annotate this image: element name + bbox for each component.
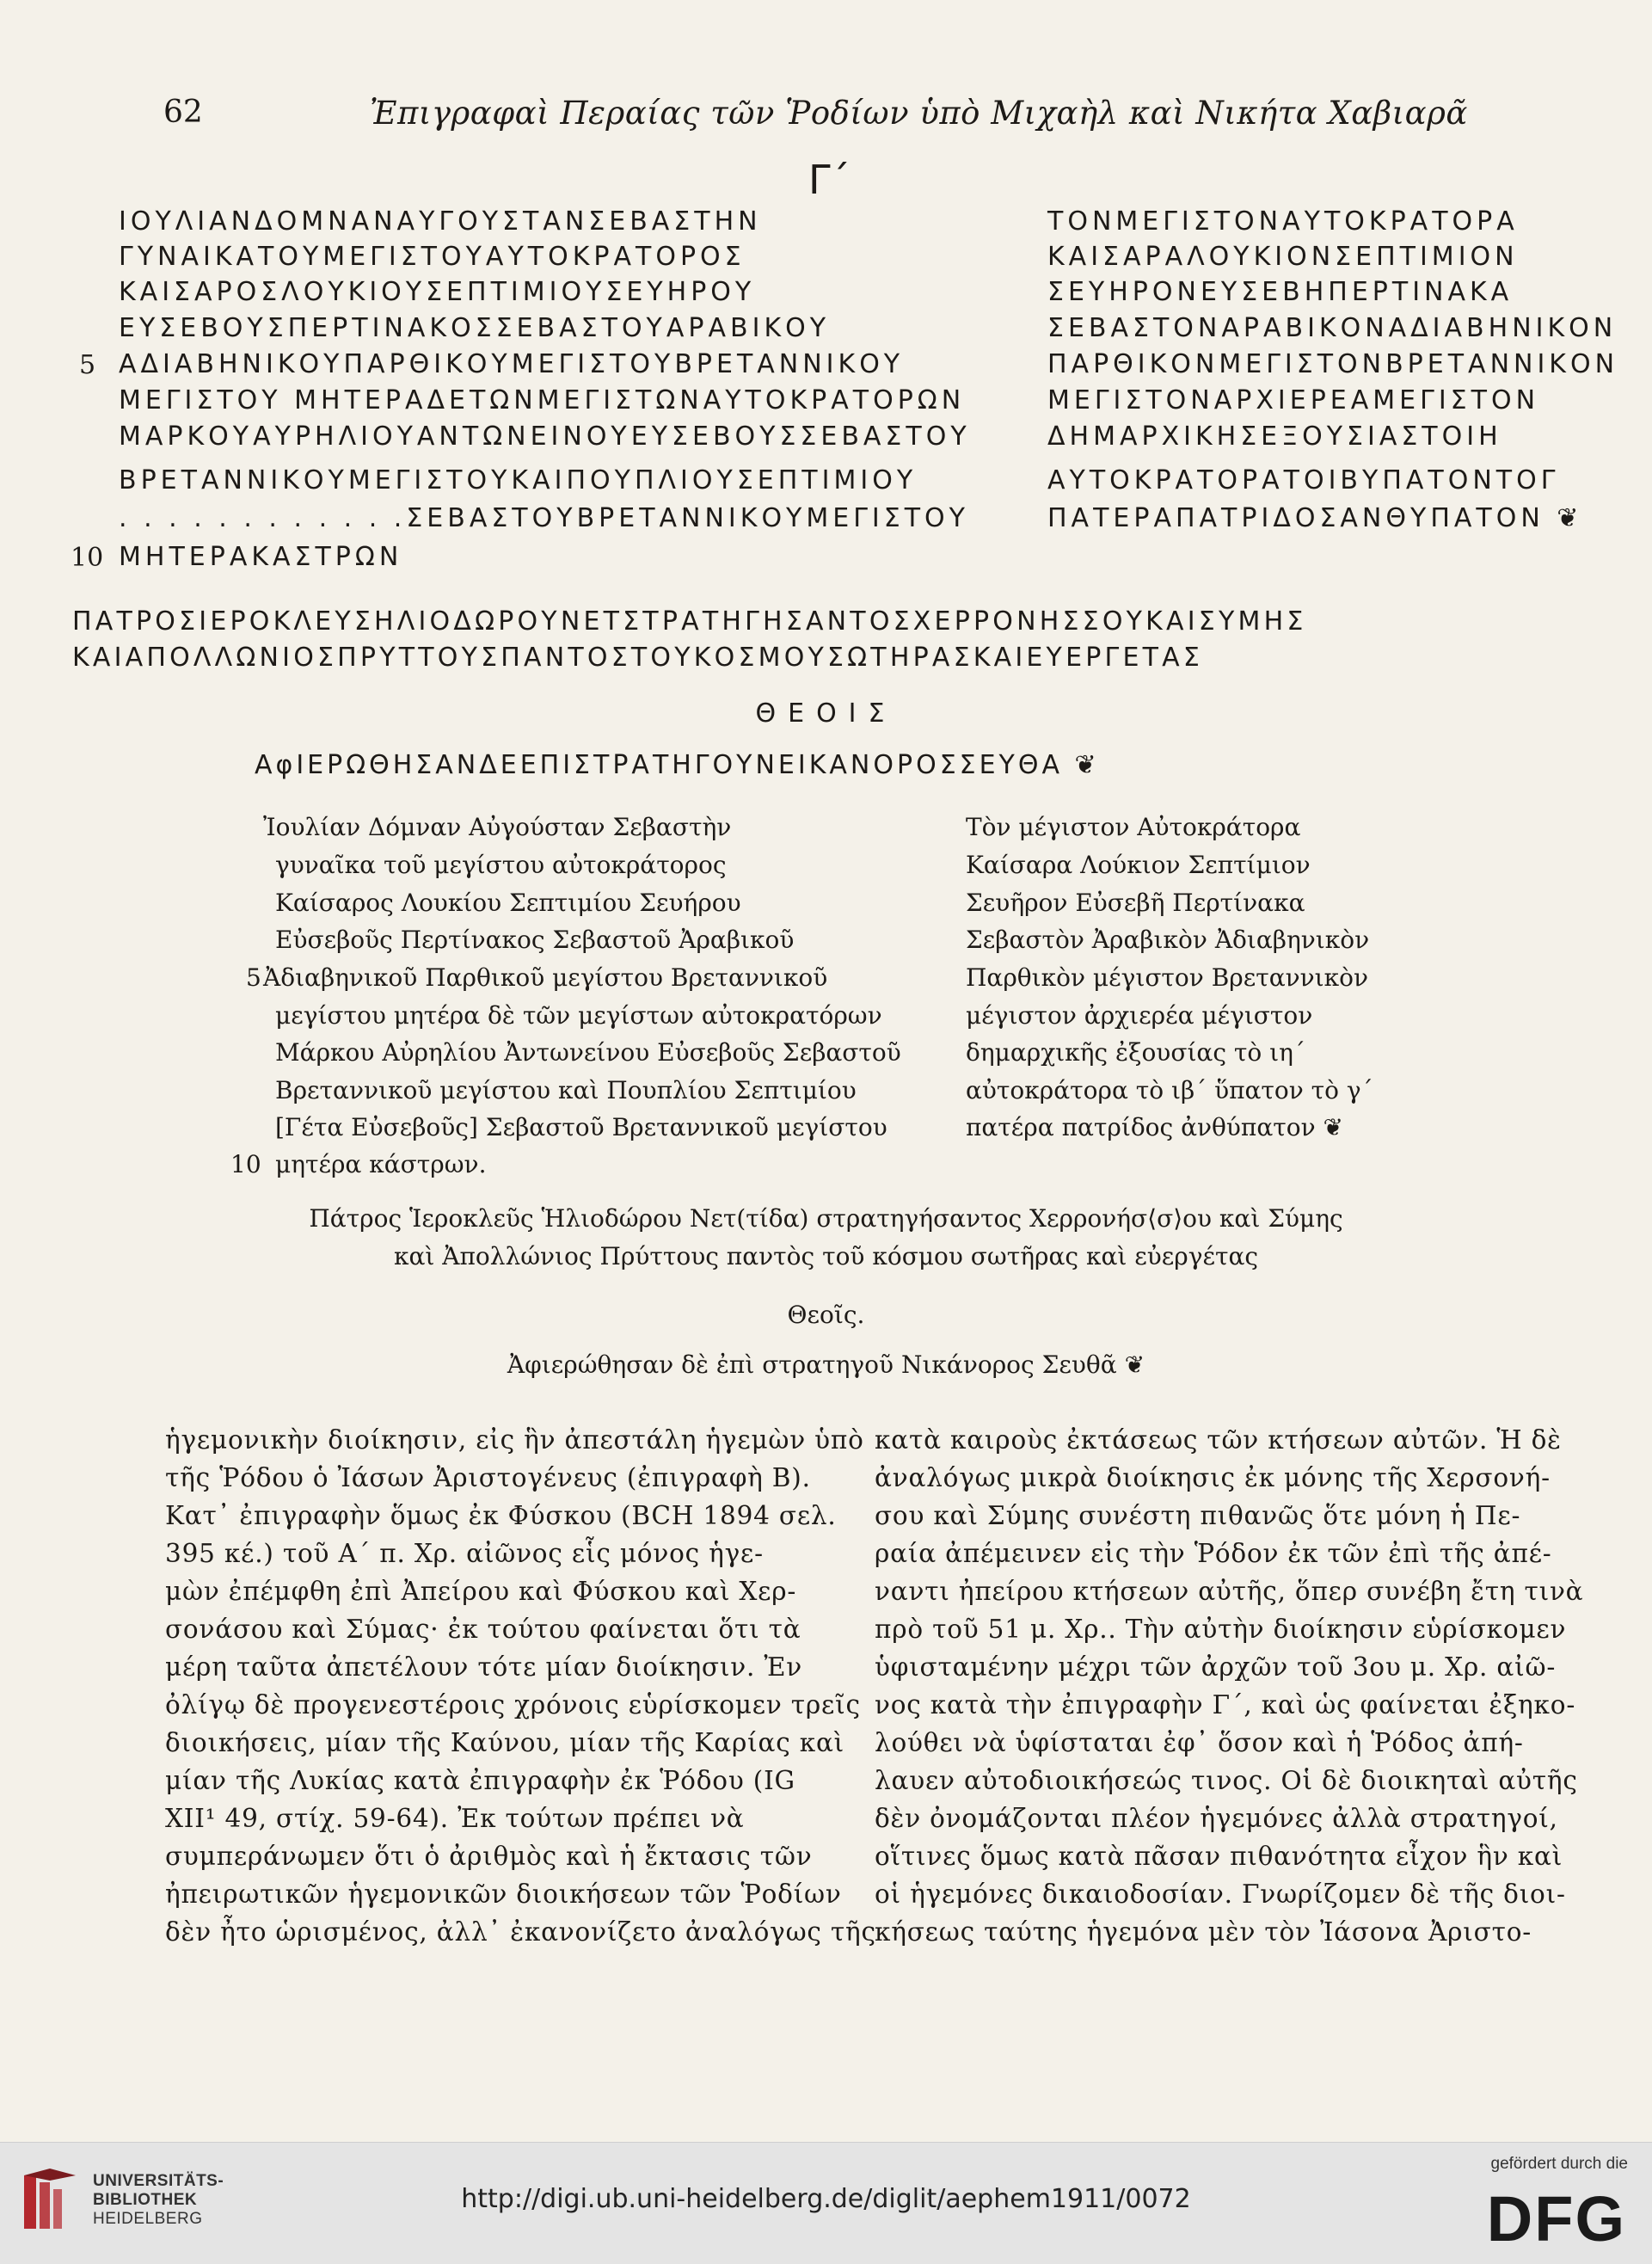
inscription-line: . . . . . . . . . . . .ΣΕΒΑΣΤΟΥΒΡΕΤΑΝΝΙΚΟΥΜΕΓΙΣΤΟΥ (119, 503, 969, 533)
line-number: 5 (246, 963, 261, 992)
prose-line: πρὸ τοῦ 51 μ. Χρ.. Τὴν αὐτὴν διοίκησιν εὑρίσκομεν (875, 1615, 1567, 1644)
library-name-line: BIBLIOTHEK (93, 2191, 198, 2209)
prose-line: ἡγεμονικὴν διοίκησιν, εἰς ἣν ἀπεστάλη ἡγεμὼν ὑπὸ (165, 1425, 864, 1455)
funding-label: gefördert durch die (1490, 2155, 1628, 2173)
prose-line: 395 κέ.) τοῦ Α΄ π. Χρ. αἰῶνος εἷς μόνος ἡγε- (165, 1539, 764, 1568)
transcription-line: Τὸν μέγιστον Αὐτοκράτορα (966, 813, 1301, 841)
library-name-line: UNIVERSITÄTS- (93, 2172, 224, 2190)
transcription-line: αὐτοκράτορα τὸ ιβ΄ ὕπατον τὸ γ΄ (966, 1076, 1373, 1104)
transcription-line: καὶ Ἀπολλώνιος Πρύττους παντὸς τοῦ κόσμου σωτῆρας καὶ εὐεργέτας (393, 1242, 1259, 1270)
prose-line: ραία ἀπέμεινεν εἰς τὴν Ῥόδον ἐκ τῶν ἐπὶ τῆς ἀπέ- (875, 1539, 1552, 1568)
transcription-line: Σεβαστὸν Ἀραβικὸν Ἀδιαβηνικὸν (966, 926, 1370, 954)
inscription-line: ΜΕΓΙΣΤΟΥ ΜΗΤΕΡΑΔΕΤΩΝΜΕΓΙΣΤΩΝΑΥΤΟΚΡΑΤΟΡΩΝ (119, 385, 966, 415)
inscription-line: ΜΑΡΚΟΥΑΥΡΗΛΙΟΥΑΝΤΩΝΕΙΝΟΥΕΥΣΕΒΟΥΣΣΕΒΑΣΤΟΥ (119, 421, 971, 452)
running-title: Ἐπιγραφαὶ Περαίας τῶν Ῥοδίων ὑπὸ Μιχαὴλ καὶ Νικήτα Χαβιαρᾶ (370, 95, 1468, 132)
prose-line: μὼν ἐπέμφθη ἐπὶ Ἀπείρου καὶ Φύσκου καὶ Χερ- (165, 1577, 797, 1606)
prose-line: ναντι ἠπείρου κτήσεων αὐτῆς, ὅπερ συνέβη ἔτη τινὰ (875, 1577, 1584, 1606)
transcription-dedication: Ἀφιερώθησαν δὲ ἐπὶ στρατηγοῦ Νικάνορος Σευθᾶ ❦ (507, 1350, 1145, 1379)
prose-line: δὲν ὀνομάζονται πλέον ἡγεμόνες ἀλλὰ στρατηγοί, (875, 1804, 1558, 1833)
transcription-line: Πάτρος Ἱεροκλεῦς Ἡλιοδώρου Νετ(τίδα) στρατηγήσαντος Χερρονήσ⟨σ⟩ου καὶ Σύμης (309, 1204, 1343, 1233)
footer-bar (0, 2142, 1652, 2264)
inscription-line: ΣΕΒΑΣΤΟΝΑΡΑΒΙΚΟΝΑΔΙΑΒΗΝΙΚΟΝ (1047, 313, 1618, 343)
transcription-line: Σευῆρον Εὐσεβῆ Περτίνακα (966, 889, 1305, 917)
prose-line: XII¹ 49, στίχ. 59-64). Ἐκ τούτων πρέπει νὰ (165, 1804, 745, 1833)
line-number: 10 (230, 1150, 261, 1178)
prose-line: σονάσου καὶ Σύμας· ἐκ τούτου φαίνεται ὅτι τὰ (165, 1615, 801, 1644)
transcription-line: μεγίστου μητέρα δὲ τῶν μεγίστων αὐτοκρατόρων (275, 1001, 882, 1030)
inscription-theois: ΘΕΟΙΣ (755, 698, 897, 729)
transcription-line: Καίσαρος Λουκίου Σεπτιμίου Σευήρου (275, 889, 741, 917)
inscription-line: ΜΕΓΙΣΤΟΝΑΡΧΙΕΡΕΑΜΕΓΙΣΤΟΝ (1047, 385, 1540, 415)
prose-line: νος κατὰ τὴν ἐπιγραφὴν Γ΄, καὶ ὡς φαίνεται ἐξηκο- (875, 1690, 1576, 1720)
inscription-line: ΔΗΜΑΡΧΙΚΗΣΕΞΟΥΣΙΑΣΤΟΙΗ (1047, 421, 1502, 452)
prose-line: μέρη ταῦτα ἀπετέλουν τότε μίαν διοίκησιν. Ἐν (165, 1652, 803, 1682)
prose-line: ἠπειρωτικῶν ἡγεμονικῶν διοικήσεων τῶν Ῥοδίων (165, 1879, 842, 1909)
inscription-line: ΚΑΙΣΑΡΑΛΟΥΚΙΟΝΣΕΠΤΙΜΙΟΝ (1047, 242, 1519, 272)
transcription-line: Ἰουλίαν Δόμναν Αὐγούσταν Σεβαστὴν (263, 813, 732, 841)
prose-line: τῆς Ῥόδου ὁ Ἰάσων Ἀριστογένευς (ἐπιγραφὴ Β). (165, 1463, 811, 1492)
inscription-line: ΠΑΡΘΙΚΟΝΜΕΓΙΣΤΟΝΒΡΕΤΑΝΝΙΚΟΝ (1047, 349, 1619, 379)
transcription-line: Καίσαρα Λούκιον Σεπτίμιον (966, 851, 1311, 879)
inscription-line: ΚΑΙΣΑΡΟΣΛΟΥΚΙΟΥΣΕΠΤΙΜΙΟΥΣΕΥΗΡΟΥ (119, 277, 756, 307)
inscription-line: ΓΥΝΑΙΚΑΤΟΥΜΕΓΙΣΤΟΥΑΥΤΟΚΡΑΤΟΡΟΣ (119, 242, 746, 272)
dfg-logo: DFG (1486, 2183, 1626, 2255)
permalink-url[interactable]: http://digi.ub.uni-heidelberg.de/diglit/aephem1911/0072 (461, 2184, 1191, 2214)
section-heading: Γ΄ (808, 157, 851, 203)
prose-line: ὀλίγῳ δὲ προγενεστέροις χρόνοις εὑρίσκομεν τρεῖς (165, 1690, 861, 1720)
prose-line: οἵτινες ὅμως κατὰ πᾶσαν πιθανότητα εἶχον ἣν καὶ (875, 1842, 1563, 1871)
inscription-line: ΣΕΥΗΡΟΝΕΥΣΕΒΗΠΕΡΤΙΝΑΚΑ (1047, 277, 1514, 307)
inscription-line: ΕΥΣΕΒΟΥΣΠΕΡΤΙΝΑΚΟΣΣΕΒΑΣΤΟΥΑΡΑΒΙΚΟΥ (119, 313, 831, 343)
transcription-line: μητέρα κάστρων. (275, 1150, 487, 1178)
inscription-line: ΠΑΤΡΟΣΙΕΡΟΚΛΕΥΣΗΛΙΟΔΩΡΟΥΝΕΤΣΤΡΑΤΗΓΗΣΑΝΤΟΣΧΕΡΡΟΝΗΣΣΟΥΚΑΙΣΥΜΗΣ (72, 606, 1307, 637)
prose-line: ἀναλόγως μικρὰ διοίκησις ἐκ μόνης τῆς Χερσονή- (875, 1463, 1551, 1492)
prose-line: οἱ ἡγεμόνες δικαιοδοσίαν. Γνωρίζομεν δὲ τῆς διοι- (875, 1879, 1566, 1909)
inscription-line: ΜΗΤΕΡΑΚΑΣΤΡΩΝ (119, 542, 403, 572)
transcription-line: πατέρα πατρίδος ἀνθύπατον ❦ (966, 1113, 1343, 1141)
transcription-line: γυναῖκα τοῦ μεγίστου αὐτοκράτορος (275, 851, 727, 879)
inscription-line: ΑΥΤΟΚΡΑΤΟΡΑΤΟΙΒΥΠΑΤΟΝΤΟΓ (1047, 465, 1560, 495)
transcription-line: Μάρκου Αὐρηλίου Ἀντωνείνου Εὐσεβοῦς Σεβαστοῦ (275, 1038, 901, 1067)
transcription-line: μέγιστον ἀρχιερέα μέγιστον (966, 1001, 1313, 1030)
transcription-line: Ἀδιαβηνικοῦ Παρθικοῦ μεγίστου Βρεταννικοῦ (263, 963, 828, 992)
prose-line: διοικήσεις, μίαν τῆς Καύνου, μίαν τῆς Καρίας καὶ (165, 1728, 845, 1757)
prose-line: λούθει νὰ ὑφίσταται ἐφ᾽ ὅσον καὶ ἡ Ῥόδος ἀπή- (875, 1728, 1524, 1757)
inscription-line: ΒΡΕΤΑΝΝΙΚΟΥΜΕΓΙΣΤΟΥΚΑΙΠΟΥΠΛΙΟΥΣΕΠΤΙΜΙΟΥ (119, 465, 918, 495)
transcription-line: Παρθικὸν μέγιστον Βρεταννικὸν (966, 963, 1369, 992)
prose-line: μίαν τῆς Λυκίας κατὰ ἐπιγραφὴν ἐκ Ῥόδου (IG (165, 1766, 795, 1795)
library-name-line: HEIDELBERG (93, 2210, 203, 2228)
prose-line: συμπεράνωμεν ὅτι ὁ ἀριθμὸς καὶ ἡ ἔκτασις τῶν (165, 1842, 813, 1871)
prose-line: κατὰ καιροὺς ἐκτάσεως τῶν κτήσεων αὐτῶν. Ἡ δὲ (875, 1425, 1562, 1455)
transcription-theois: Θεοῖς. (787, 1301, 865, 1329)
inscription-line: ΤΟΝΜΕΓΙΣΤΟΝΑΥΤΟΚΡΑΤΟΡΑ (1047, 206, 1519, 237)
line-number: 5 (79, 350, 96, 380)
prose-line: Κατ᾽ ἐπιγραφὴν ὅμως ἐκ Φύσκου (BCH 1894 σελ. (165, 1501, 837, 1530)
inscription-line: ΑΔΙΑΒΗΝΙΚΟΥΠΑΡΘΙΚΟΥΜΕΓΙΣΤΟΥΒΡΕΤΑΝΝΙΚΟΥ (119, 349, 905, 379)
inscription-dedication: ΑφΙΕΡΩΘΗΣΑΝΔΕΕΠΙΣΤΡΑΤΗΓΟΥΝΕΙΚΑΝΟΡΟΣΣΕΥΘΑ ❦ (255, 750, 1100, 780)
transcription-line: Βρεταννικοῦ μεγίστου καὶ Πουπλίου Σεπτιμίου (275, 1076, 857, 1104)
prose-line: κήσεως ταύτης ἡγεμόνα μὲν τὸν Ἰάσονα Ἀριστο- (875, 1917, 1532, 1947)
prose-line: σου καὶ Σύμης συνέστη πιθανῶς ὅτε μόνη ἡ Πε- (875, 1501, 1521, 1530)
inscription-line: ΚΑΙΑΠΟΛΛΩΝΙΟΣΠΡΥΤΤΟΥΣΠΑΝΤΟΣΤΟΥΚΟΣΜΟΥΣΩΤΗΡΑΣΚΑΙΕΥΕΡΓΕΤΑΣ (72, 643, 1203, 673)
line-number: 10 (71, 543, 104, 573)
prose-line: δὲν ἦτο ὡρισμένος, ἀλλ᾽ ἐκανονίζετο ἀναλόγως τῆς (165, 1917, 876, 1947)
prose-line: λαυεν αὐτοδιοικήσεώς τινος. Οἱ δὲ διοικηταὶ αὐτῆς (875, 1766, 1578, 1795)
inscription-line: ΙΟΥΛΙΑΝΔΟΜΝΑΝΑΥΓΟΥΣΤΑΝΣΕΒΑΣΤΗΝ (119, 206, 762, 237)
inscription-line: ΠΑΤΕΡΑΠΑΤΡΙΔΟΣΑΝΘΥΠΑΤΟΝ ❦ (1047, 503, 1583, 533)
transcription-line: Εὐσεβοῦς Περτίνακος Σεβαστοῦ Ἀραβικοῦ (275, 926, 795, 954)
transcription-line: δημαρχικῆς ἐξουσίας τὸ ιη΄ (966, 1038, 1305, 1067)
page-number: 62 (163, 95, 203, 130)
transcription-line: [Γέτα Εὐσεβοῦς] Σεβαστοῦ Βρεταννικοῦ μεγίστου (275, 1113, 887, 1141)
prose-line: ὑφισταμένην μέχρι τῶν ἀρχῶν τοῦ 3ου μ. Χρ. αἰῶ- (875, 1652, 1557, 1682)
